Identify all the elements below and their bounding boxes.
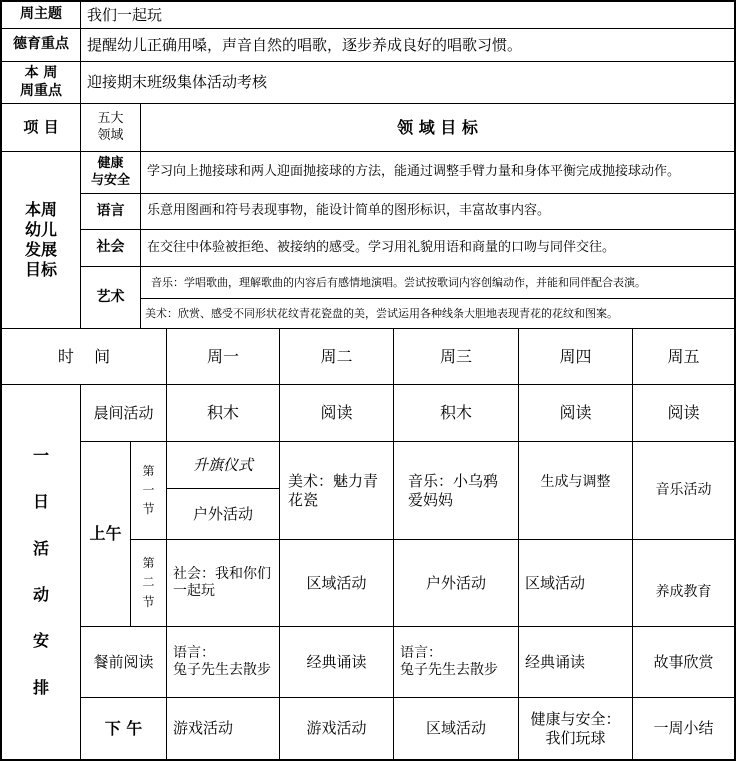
section-label-char: 幼儿 [24, 220, 57, 239]
period-label-char: 节 [142, 502, 155, 517]
pm-wed: 区域活动 [425, 719, 486, 738]
week-theme-value: 我们一起玩 [87, 5, 163, 24]
goal-art-fineart-text: 美术：欣赏、感受不同形状花纹青花瓷盘的美，尝试运用各种线条大胆地表现青花的花纹和图案。 [145, 306, 618, 320]
goal-social-text: 在交往中体验被拒绝、被接纳的感受。学习用礼貌用语和商量的口吻与同伴交往。 [147, 239, 616, 255]
five-domains-label [81, 104, 140, 151]
section-label-char: 发展 [24, 240, 57, 259]
domain-goals-title: 领 域 目 标 [397, 117, 478, 137]
period-label-char: 二 [142, 575, 155, 590]
pm-mon: 游戏活动 [173, 719, 234, 738]
premeal-mon-line1: 语言： [173, 644, 215, 661]
pm-thu-line1: 健康与安全： [530, 709, 621, 728]
morning-activity-label: 晨间活动 [93, 403, 154, 422]
pm-tue: 游戏活动 [306, 719, 367, 738]
week-focus-value: 迎接期末班级集体活动考核 [87, 73, 268, 92]
second-period-thu: 区域活动 [525, 573, 586, 592]
section-label-char: 一 [32, 445, 49, 465]
premeal-wed-line2: 兔子先生去散步 [400, 662, 498, 678]
premeal-wed [394, 627, 518, 697]
pm-fri: 一周小结 [653, 719, 714, 738]
second-period-tue: 区域活动 [306, 573, 367, 592]
week-theme-label: 周主题 [20, 6, 62, 23]
morning-fri: 阅读 [667, 403, 700, 422]
week-focus-label [2, 62, 80, 103]
domain-art-label: 艺术 [96, 288, 125, 305]
pm-thu-line2: 我们玩球 [545, 728, 606, 747]
five-domains-line2: 领域 [97, 127, 124, 143]
period-label-char: 一 [142, 482, 155, 497]
goal-language-text: 乐意用图画和符号表现事物，能设计简单的图形标识，丰富故事内容。 [147, 203, 551, 219]
morning-thu: 阅读 [559, 403, 592, 422]
first-period-mon-bottom: 户外活动 [192, 504, 253, 523]
goal-art-music-text: 音乐：学唱歌曲，理解歌曲的内容后有感情地演唱。尝试按歌词内容创编动作，并能和同伴配合表演。 [151, 275, 646, 289]
period-label-char: 第 [142, 463, 155, 478]
domain-language-label: 语言 [96, 202, 125, 219]
section-label-char: 目标 [24, 260, 57, 279]
domain-health-label [81, 152, 140, 193]
weekly-goals-section-label [2, 152, 80, 328]
second-period-label [131, 540, 166, 626]
first-period-mon-top: 升旗仪式 [192, 455, 253, 474]
premeal-mon [167, 627, 279, 697]
am-label: 上午 [89, 524, 122, 543]
premeal-thu: 经典诵读 [525, 652, 586, 671]
period-label-char: 节 [142, 594, 155, 609]
domain-name-line: 与安全 [90, 172, 130, 188]
section-label-char: 动 [32, 585, 49, 604]
first-period-thu: 生成与调整 [540, 474, 611, 491]
section-label-char: 活 [32, 538, 49, 558]
morning-mon: 积木 [206, 403, 239, 422]
day-header-fri: 周五 [667, 346, 700, 366]
domain-name-line: 健康 [97, 156, 124, 172]
section-label-char: 日 [32, 492, 49, 512]
premeal-tue: 经典诵读 [306, 652, 367, 671]
five-domains-line1: 五大 [97, 111, 124, 127]
section-label-char: 本周 [24, 200, 57, 219]
morning-wed: 积木 [439, 403, 472, 422]
pm-thu [519, 698, 632, 759]
second-period-fri: 养成教育 [655, 584, 712, 601]
first-period-wed: 音乐：小乌鸦爱妈妈 [408, 471, 499, 509]
week-focus-label-line2: 周重点 [20, 82, 62, 99]
goal-health-text: 学习向上抛接球和两人迎面抛接球的方法，能通过调整手臂力量和身体平衡完成抛接球动作。 [147, 164, 681, 180]
first-period-label [131, 442, 166, 539]
section-label-char: 安 [32, 631, 49, 651]
pm-label: 下 午 [104, 718, 143, 738]
project-label: 项 目 [23, 118, 59, 137]
day-header-mon: 周一 [206, 346, 239, 366]
time-column-header: 时 间 [57, 346, 111, 366]
second-period-mon: 社会：我和你们一起玩 [173, 565, 271, 599]
day-header-tue: 周二 [320, 346, 353, 366]
second-period-wed: 户外活动 [425, 573, 486, 592]
premeal-mon-line2: 兔子先生去散步 [173, 662, 271, 678]
week-focus-label-line1: 本 周 [24, 65, 58, 81]
moral-focus-label: 德育重点 [13, 36, 69, 53]
premeal-reading-label: 餐前阅读 [93, 652, 154, 671]
morning-tue: 阅读 [320, 403, 353, 422]
day-header-wed: 周三 [439, 346, 472, 366]
period-label-char: 第 [142, 556, 155, 571]
moral-focus-value: 提醒幼儿正确用嗓，声音自然的唱歌，逐步养成良好的唱歌习惯。 [87, 35, 523, 54]
daily-schedule-section-label [2, 385, 80, 759]
section-label-char: 排 [32, 677, 49, 697]
premeal-fri: 故事欣赏 [653, 652, 714, 671]
domain-social-label: 社会 [96, 239, 125, 256]
first-period-tue: 美术：魅力青花瓷 [288, 471, 379, 509]
day-header-thu: 周四 [559, 346, 592, 366]
premeal-wed-line1: 语言： [400, 644, 442, 661]
first-period-fri: 音乐活动 [655, 481, 712, 498]
